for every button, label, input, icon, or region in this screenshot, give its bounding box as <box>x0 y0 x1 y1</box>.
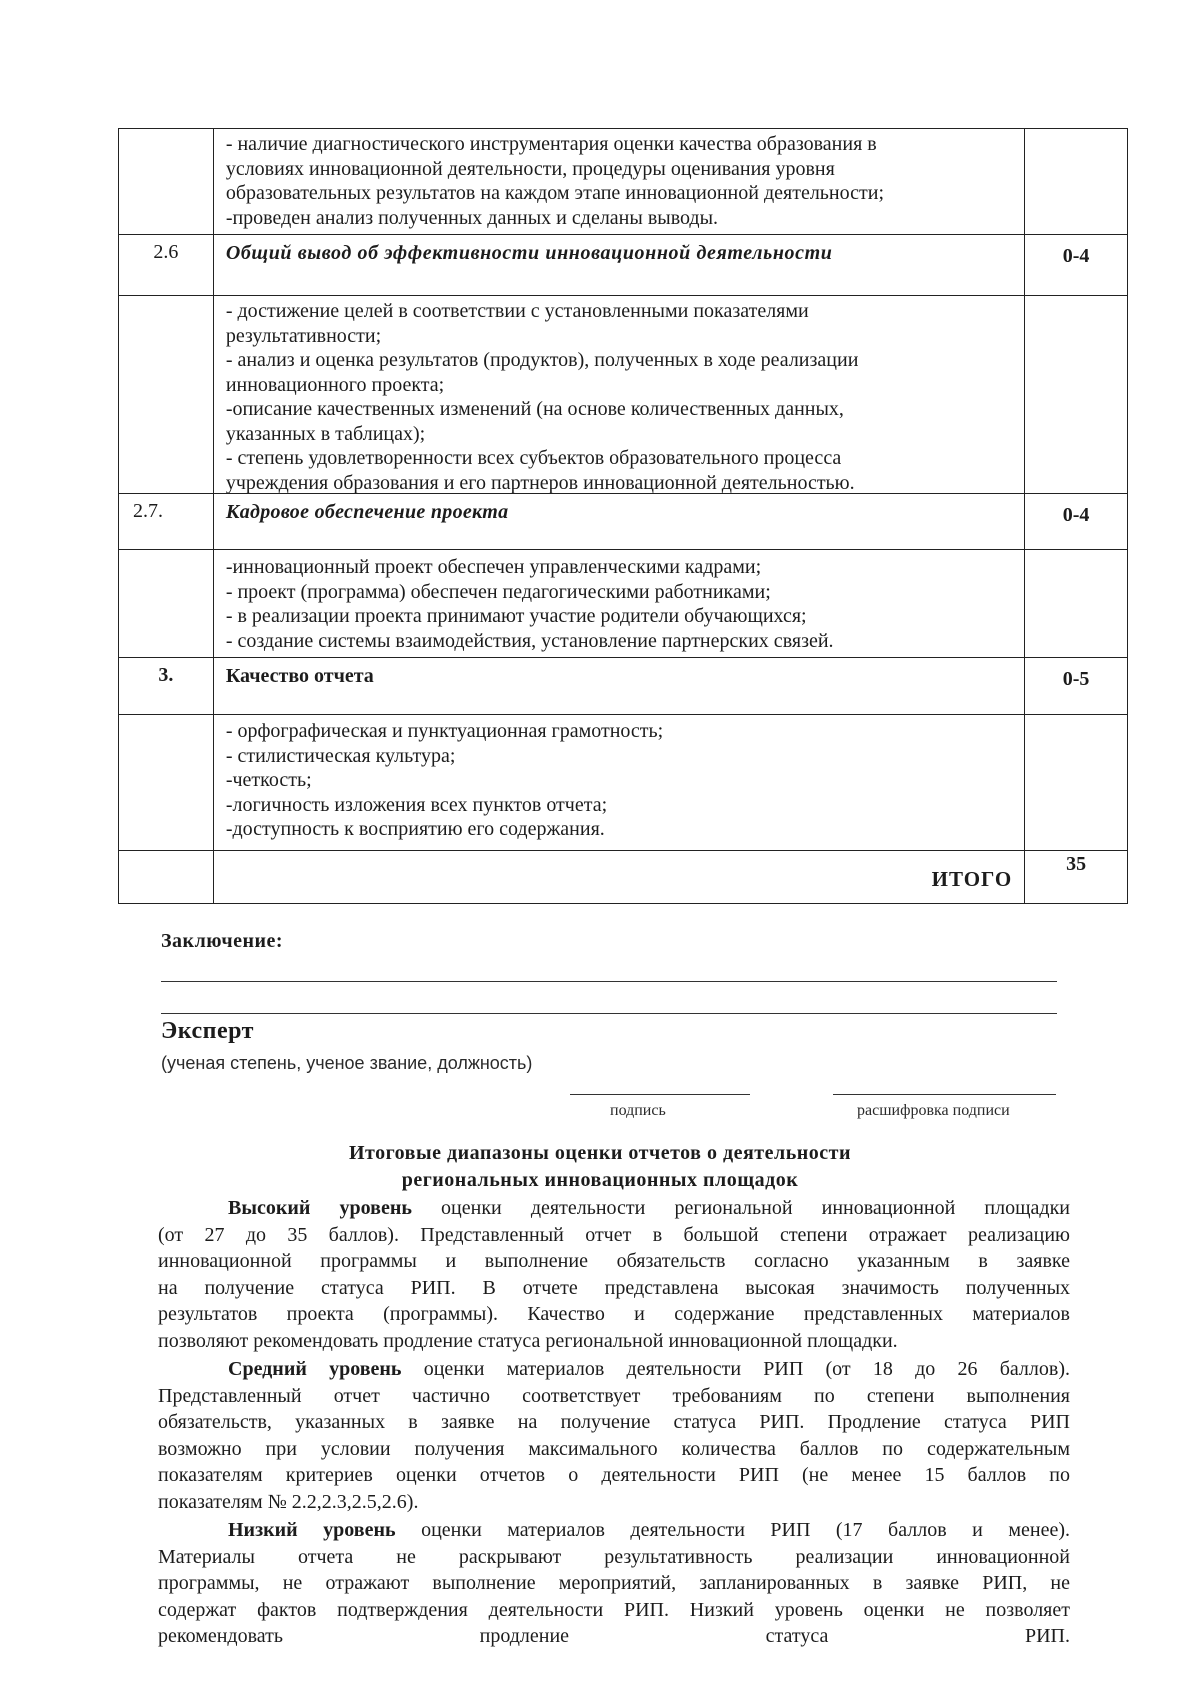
row-score <box>1025 715 1127 850</box>
row-description: - наличие диагностического инструментария оценки качества образования в условиях инновационной деятельности, процедуры оценивания уровня образовательных результатов на каждом этапе инновационной деятельности; -проведен анализ полученных данных и сделаны выводы. <box>214 129 1025 234</box>
expert-subtitle: (ученая степень, ученое звание, должность) <box>161 1053 533 1073</box>
row-description: - орфографическая и пунктуационная грамотность; - стилистическая культура; -четкость; -логичность изложения всех пунктов отчета; -доступность к восприятию его содержания. <box>214 715 1025 850</box>
medium-level-label: Средний уровень <box>228 1358 402 1380</box>
table-row <box>118 295 1128 493</box>
row-title: Общий вывод об эффективности инновационной деятельности <box>214 235 1025 295</box>
signature-label: подпись <box>610 1102 666 1119</box>
criteria-table <box>118 128 1128 904</box>
row-number: 2.7. <box>119 494 214 549</box>
total-row <box>118 850 1128 904</box>
row-description: -инновационный проект обеспечен управленческими кадрами; - проект (программа) обеспечен педагогическими работниками; - в реализации проекта принимают участие родители обучающихся; - создание системы взаимодействия, установление партнерских связей. <box>214 550 1025 657</box>
conclusion-line-1 <box>161 981 1057 982</box>
row-number <box>119 296 214 493</box>
table-row <box>118 657 1128 714</box>
total-value: 35 <box>1066 853 1087 875</box>
row-score: 0-5 <box>1062 668 1090 690</box>
row-description: - достижение целей в соответствии с установленными показателями результативности; - анализ и оценка результатов (продуктов), полученных в ходе реализации инновационного проекта; -описание качественных изменений (на основе количественных данных, указанных в таблицах); - степень удовлетворенности всех субъектов образовательного процесса учреждения образования и его партнеров инновационной деятельностью. <box>214 296 1025 493</box>
table-row <box>118 234 1128 295</box>
table-row <box>118 549 1128 657</box>
row-score: 0-4 <box>1062 245 1090 267</box>
expert-title: Эксперт <box>161 1018 254 1044</box>
high-level-paragraph: Высокий уровень оценки деятельности региональной инновационной площадки (от 27 до 35 баллов). Представленный отчет в большой степени отражает реализацию инновационной программы и выполнение обязательств согласно указанным в заявке на получение статуса РИП. В отчете представлена высокая значимость полученных результатов проекта (программы). Качество и содержание представленных материалов позволяют рекомендовать продление статуса региональной инновационной площадки. <box>158 1197 1070 1352</box>
row-score <box>1025 296 1127 493</box>
total-label: ИТОГО <box>214 851 1025 903</box>
ranges-heading-line2: региональных инновационных площадок <box>401 1169 799 1191</box>
total-empty-cell <box>119 851 214 903</box>
low-level-label: Низкий уровень <box>228 1519 396 1541</box>
row-title: Качество отчета <box>214 658 1025 714</box>
signature-line <box>570 1094 750 1095</box>
row-score: 0-4 <box>1062 504 1090 526</box>
decoding-label: расшифровка подписи <box>857 1102 1010 1119</box>
row-number <box>119 129 214 234</box>
row-score <box>1025 129 1127 234</box>
row-title: Кадровое обеспечение проекта <box>214 494 1025 549</box>
row-number: 2.6 <box>119 235 214 295</box>
ranges-heading-line1: Итоговые диапазоны оценки отчетов о деятельности <box>348 1142 852 1164</box>
row-number <box>119 715 214 850</box>
row-number: 3. <box>119 658 214 714</box>
low-level-paragraph: Низкий уровень оценки материалов деятельности РИП (17 баллов и менее). Материалы отчета не раскрывают результативность реализации инновационной программы, не отражают выполнение мероприятий, запланированных в заявке РИП, не содержат фактов подтверждения деятельности РИП. Низкий уровень оценки не позволяет рекомендовать продление статуса РИП. <box>158 1519 1070 1647</box>
high-level-label: Высокий уровень <box>228 1197 412 1219</box>
decoding-line <box>833 1094 1056 1095</box>
table-row <box>118 714 1128 850</box>
conclusion-line-2 <box>161 1013 1057 1014</box>
table-row <box>118 128 1128 234</box>
medium-level-paragraph: Средний уровень оценки материалов деятельности РИП (от 18 до 26 баллов). Представленный отчет частично соответствует требованиям по степени выполнения обязательств, указанных в заявке на получение статуса РИП. Продление статуса РИП возможно при условии получения максимального количества баллов по содержательным показателям критериев оценки отчетов о деятельности РИП (не менее 15 баллов по показателям № 2.2,2.3,2.5,2.6). <box>158 1358 1070 1513</box>
conclusion-label: Заключение: <box>161 930 284 952</box>
table-row <box>118 493 1128 549</box>
row-number <box>119 550 214 657</box>
row-score <box>1025 550 1127 657</box>
